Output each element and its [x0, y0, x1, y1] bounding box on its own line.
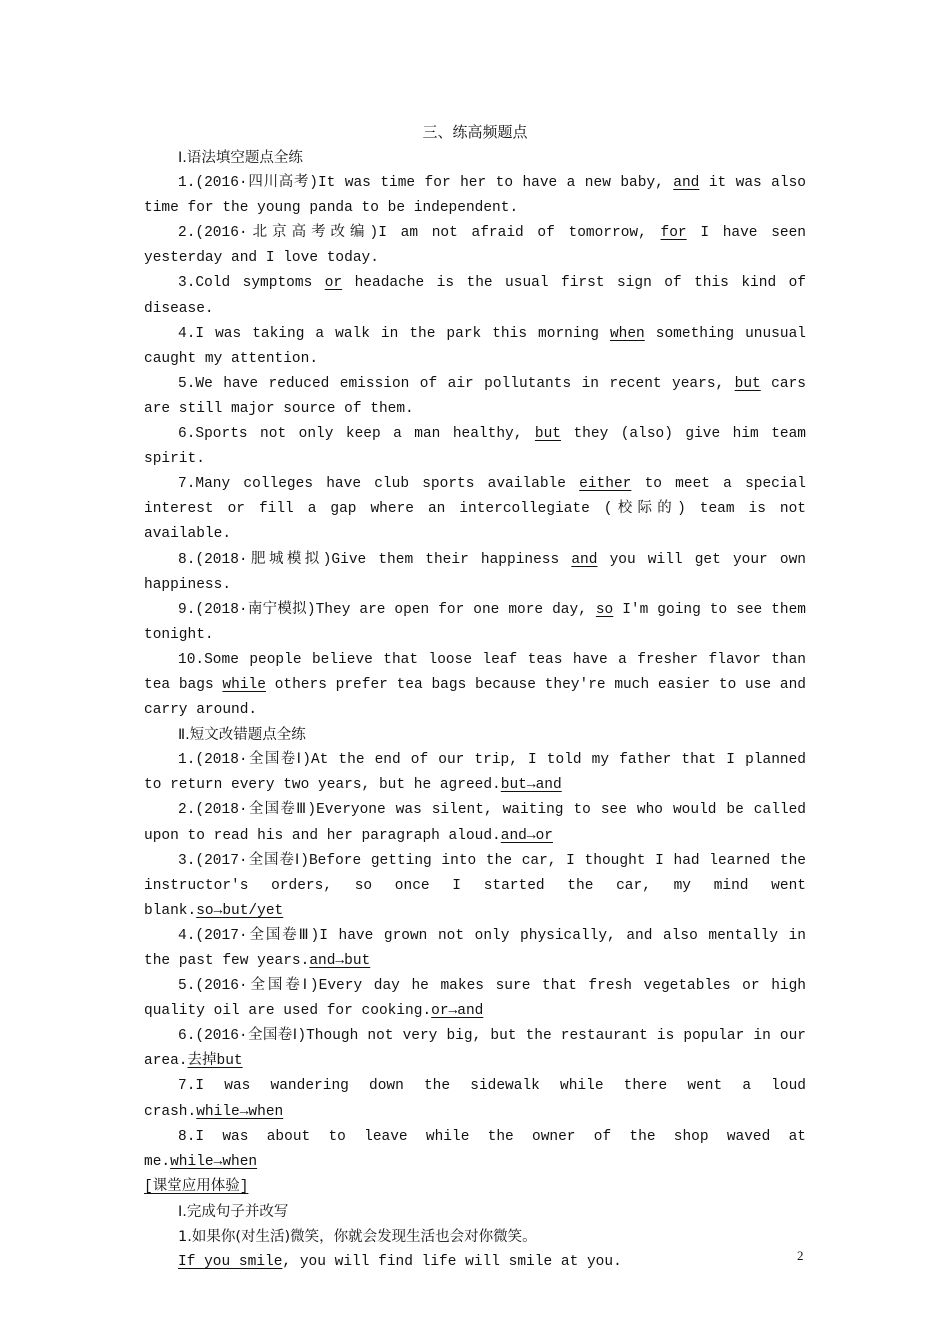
item-text-rest: they (also) give him team spirit.	[144, 426, 806, 468]
correction-answer: and→or	[500, 827, 553, 844]
correction-answer: but→and	[500, 777, 562, 794]
sentence-answer-rest: , you will find life will smile at you.	[282, 1254, 622, 1271]
item-text: 3.(2017·全国卷Ⅰ)Before getting into the car, I thought I had learned the instructor's orders, so once I started the car, my mind went blank.	[144, 852, 806, 919]
item-text: 5.(2016·全国卷Ⅰ)Every day he makes sure that fresh vegetables or high quality oil are used for cooking.	[144, 978, 806, 1020]
document-body	[144, 146, 806, 1275]
correction-item	[144, 798, 806, 848]
item-text: 2.(2018·全国卷Ⅲ)Everyone was silent, waiting to see who would be called upon to read his and her paragraph aloud.	[144, 802, 806, 844]
page-title: 三、练高频题点	[422, 123, 528, 141]
correction-answer: and→but	[309, 953, 371, 969]
grammar-item	[144, 322, 806, 372]
answer-blank: while	[222, 676, 266, 693]
answer-blank: either	[579, 476, 632, 493]
grammar-item	[144, 548, 806, 598]
item-text: 4.(2017·全国卷Ⅲ)I have grown not only physically, and also mentally in the past few years.	[144, 927, 806, 969]
page-number: 2	[797, 1248, 804, 1263]
answer-blank: but	[534, 426, 562, 443]
correction-answer: while→when	[170, 1153, 258, 1170]
item-text-rest: to meet a special interest or fill a gap where an intercollegiate (校际的) team is not available.	[144, 476, 806, 543]
item-text: 6.Sports not only keep a man healthy,	[178, 426, 535, 443]
grammar-item	[144, 422, 806, 472]
correction-item	[144, 1074, 806, 1124]
sentence-answer: If you smile	[178, 1254, 283, 1271]
answer-blank: so	[595, 601, 614, 618]
answer-blank: and	[673, 175, 700, 192]
item-text-rest: others prefer tea bags because they're much easier to use and carry around.	[144, 676, 806, 719]
item-text: 7.Many colleges have club sports available	[178, 476, 580, 493]
section-heading-sentences: Ⅰ.完成句子并改写	[178, 1203, 289, 1220]
grammar-item	[144, 648, 806, 723]
answer-blank: and	[571, 551, 598, 568]
item-text-rest: you will get your own happiness.	[144, 551, 806, 593]
section-heading-grammar: Ⅰ.语法填空题点全练	[178, 150, 303, 166]
grammar-item	[144, 221, 806, 271]
item-text: 7.I was wandering down the sidewalk while there went a loud crash.	[144, 1078, 806, 1120]
item-text: 8.I was about to leave while the owner of the shop waved at me.	[144, 1128, 806, 1170]
grammar-item	[144, 598, 806, 648]
sentence-answer-line	[144, 1250, 806, 1275]
item-text-rest: cars are still major source of them.	[144, 375, 806, 417]
item-text-rest: I have seen yesterday and I love today.	[144, 225, 807, 267]
item-text: 3.Cold symptoms	[178, 275, 325, 292]
correction-item	[144, 1125, 806, 1175]
item-text: 10.Some people believe that loose leaf teas have a fresher flavor than tea bags	[144, 651, 806, 693]
grammar-items	[144, 171, 806, 723]
answer-blank: but	[734, 375, 761, 392]
grammar-item	[144, 372, 806, 422]
correction-item	[144, 1024, 806, 1074]
answer-blank: or	[324, 275, 343, 292]
item-text-rest: I'm going to see them tonight.	[144, 601, 806, 643]
correction-items	[144, 748, 806, 1175]
item-text-rest: something unusual caught my attention.	[144, 325, 806, 367]
item-text: 5.We have reduced emission of air pollutants in recent years,	[178, 375, 735, 392]
item-text-rest: it was also time for the young panda to be independent.	[144, 175, 806, 217]
correction-item	[144, 849, 806, 924]
grammar-item	[144, 472, 806, 547]
correction-answer: while→when	[196, 1103, 284, 1120]
classroom-label-text: [课堂应用体验]	[144, 1178, 249, 1195]
item-text: 2.(2016·北京高考改编)I am not afraid of tomorrow,	[178, 225, 661, 242]
classroom-label	[144, 1175, 806, 1200]
answer-blank: when	[609, 325, 645, 342]
item-text: 1.(2018·全国卷Ⅰ)At the end of our trip, I told my father that I planned to return every two years, but he agreed.	[144, 752, 806, 794]
item-text-rest: headache is the usual first sign of this kind of disease.	[144, 275, 806, 317]
correction-item	[144, 924, 806, 974]
item-text: 4.I was taking a walk in the park this morning	[178, 325, 610, 342]
item-text: 1.(2016·四川高考)It was time for her to have a new baby,	[178, 175, 674, 192]
item-text: 9.(2018·南宁模拟)They are open for one more day,	[178, 601, 596, 618]
item-text: 8.(2018·肥城模拟)Give them their happiness	[178, 551, 572, 568]
answer-blank: for	[660, 225, 687, 242]
sentence-prompt: 1.如果你(对生活)微笑，你就会发现生活也会对你微笑。	[178, 1229, 537, 1246]
grammar-item	[144, 271, 806, 321]
grammar-item	[144, 171, 806, 221]
correction-item	[144, 748, 806, 798]
item-text: 6.(2016·全国卷Ⅰ)Though not very big, but the restaurant is popular in our area.	[144, 1028, 806, 1070]
correction-answer: or→and	[431, 1003, 484, 1020]
correction-answer: so→but/yet	[196, 902, 284, 919]
correction-item	[144, 974, 806, 1024]
correction-answer: 去掉but	[187, 1053, 243, 1070]
section-heading-correction: Ⅱ.短文改错题点全练	[178, 727, 306, 744]
